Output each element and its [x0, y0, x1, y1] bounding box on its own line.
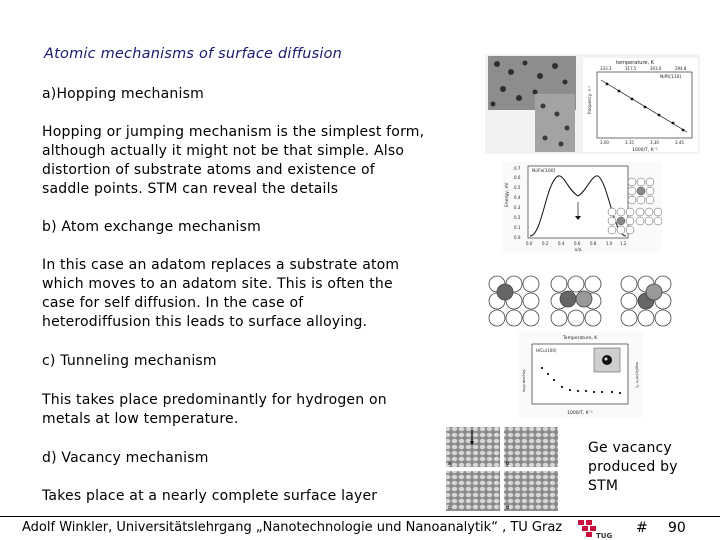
svg-text:d: d: [506, 505, 510, 511]
stm-panel-b: [504, 427, 558, 467]
hopping-line-3: distortion of substrate atoms and existence of: [42, 162, 375, 178]
arrhenius-x-label: 1000/T, K⁻¹: [632, 148, 658, 153]
hopping-stm-figure: [485, 54, 700, 154]
hopping-line-2: although actually it might not be that simple. Also: [42, 143, 405, 159]
energy-x-label: x/a: [574, 248, 582, 252]
energy-x-tick-2: 0.4: [558, 241, 565, 246]
energy-y-label: Energy, eV: [505, 182, 510, 207]
energy-x-tick-5: 1.0: [606, 241, 613, 246]
vacancy-stm-figure: [444, 426, 560, 512]
vacancy-line-1: Takes place at a nearly complete surface layer: [42, 488, 378, 504]
atom-exchange-svg: [488, 275, 674, 327]
energy-profile-svg: [502, 162, 662, 252]
tunneling-x-label: 1000/T, K⁻¹: [567, 411, 593, 416]
svg-text:a: a: [448, 461, 452, 467]
atom-grid-hop: [628, 178, 654, 204]
svg-text:b: b: [506, 461, 510, 467]
hopping-stm-svg: [485, 54, 700, 154]
vacancy-caption-3: STM: [588, 478, 619, 494]
energy-y-tick-5: 0.5: [514, 185, 521, 190]
arrhenius-plot: [583, 58, 698, 153]
hopping-line-4: saddle points. STM can reveal the details: [42, 181, 339, 197]
arrhenius-x-tick-2: 3.15: [625, 140, 634, 145]
footer-author: Adolf Winkler, Universitätslehrgang „Nanotechnologie und Nanoanalytik“ , TU Graz: [22, 520, 563, 535]
arrhenius-y-label: frequency, s⁻¹: [587, 85, 592, 114]
heading-hopping: a)Hopping mechanism: [42, 86, 204, 102]
tunneling-svg: [518, 332, 643, 418]
footer-hash: #: [636, 520, 648, 536]
vacancy-caption-1: Ge vacancy: [588, 440, 672, 456]
energy-y-tick-4: 0.4: [514, 195, 521, 200]
arrhenius-temp-tick-2: 317.5: [625, 66, 637, 71]
page-number: 90: [668, 520, 686, 536]
tunneling-y-label-right: log(D/cm²s⁻¹): [635, 362, 640, 388]
energy-x-tick-0: 0.0: [526, 241, 533, 246]
energy-y-tick-1: 0.1: [514, 225, 521, 230]
tunneling-temp-label: Temperature, K: [562, 336, 598, 341]
arrhenius-temp-tick-1: 333.3: [600, 66, 612, 71]
exchange-step-1: [489, 276, 539, 326]
energy-y-tick-0: 0.0: [514, 235, 521, 240]
svg-text:c: c: [448, 505, 451, 511]
exchange-step-2: [551, 276, 601, 326]
arrhenius-temp-tick-4: 294.8: [675, 66, 687, 71]
vacancy-caption-2: produced by: [588, 459, 678, 475]
hopping-line-1: Hopping or jumping mechanism is the simplest form,: [42, 124, 425, 140]
atom-exchange-figure: [488, 275, 674, 327]
energy-x-tick-6: 1.2: [620, 241, 627, 246]
energy-y-tick-2: 0.2: [514, 215, 521, 220]
exchange-step-3: [621, 276, 671, 326]
arrhenius-x-tick-1: 3.00: [600, 140, 609, 145]
energy-y-tick-7: 0.7: [514, 166, 521, 171]
energy-profile-figure: [502, 162, 662, 252]
energy-y-tick-3: 0.3: [514, 205, 521, 210]
arrhenius-temp-label: temperature, K: [616, 60, 654, 66]
tunneling-figure: [518, 332, 643, 418]
footer-divider: [0, 516, 720, 517]
arrhenius-legend: NiPt(110): [660, 75, 682, 80]
tunneling-line-1: This takes place predominantly for hydrogen on: [42, 392, 387, 408]
energy-x-tick-3: 0.6: [574, 241, 581, 246]
arrhenius-temp-tick-3: 303.0: [650, 66, 662, 71]
heading-exchange: b) Atom exchange mechanism: [42, 219, 261, 235]
tug-logo: [576, 517, 612, 539]
energy-x-tick-4: 0.8: [590, 241, 597, 246]
energy-legend: Ni/Fe[100]: [532, 169, 556, 174]
heading-vacancy: d) Vacancy mechanism: [42, 450, 209, 466]
atom-grid-exchange: [608, 208, 634, 234]
slide-title: Atomic mechanisms of surface diffusion: [44, 46, 343, 62]
stm-panel-a: [446, 427, 500, 467]
exchange-line-4: heterodiffusion this leads to surface alloying.: [42, 314, 368, 330]
vacancy-stm-svg: [444, 426, 560, 512]
tunneling-y-label-left: log(rate/Hz): [521, 369, 526, 392]
arrhenius-x-tick-3: 3.30: [650, 140, 659, 145]
stm-panel-d: [504, 471, 558, 511]
tug-logo-text: TUG: [596, 532, 612, 539]
exchange-line-1: In this case an adatom replaces a substrate atom: [42, 257, 400, 273]
energy-x-tick-1: 0.2: [542, 241, 549, 246]
exchange-line-2: which moves to an adatom site. This is often the: [42, 276, 393, 292]
exchange-line-3: case for self diffusion. In the case of: [42, 295, 304, 311]
tunneling-line-2: metals at low temperature.: [42, 411, 239, 427]
stm-panel-c: [446, 471, 500, 511]
stm-image-2: [535, 94, 575, 152]
tunneling-legend: H/Cu(100): [536, 348, 557, 353]
energy-y-tick-6: 0.6: [514, 175, 521, 180]
arrhenius-x-tick-4: 3.45: [675, 140, 684, 145]
heading-tunneling: c) Tunneling mechanism: [42, 353, 217, 369]
tug-logo-svg: [576, 517, 612, 539]
